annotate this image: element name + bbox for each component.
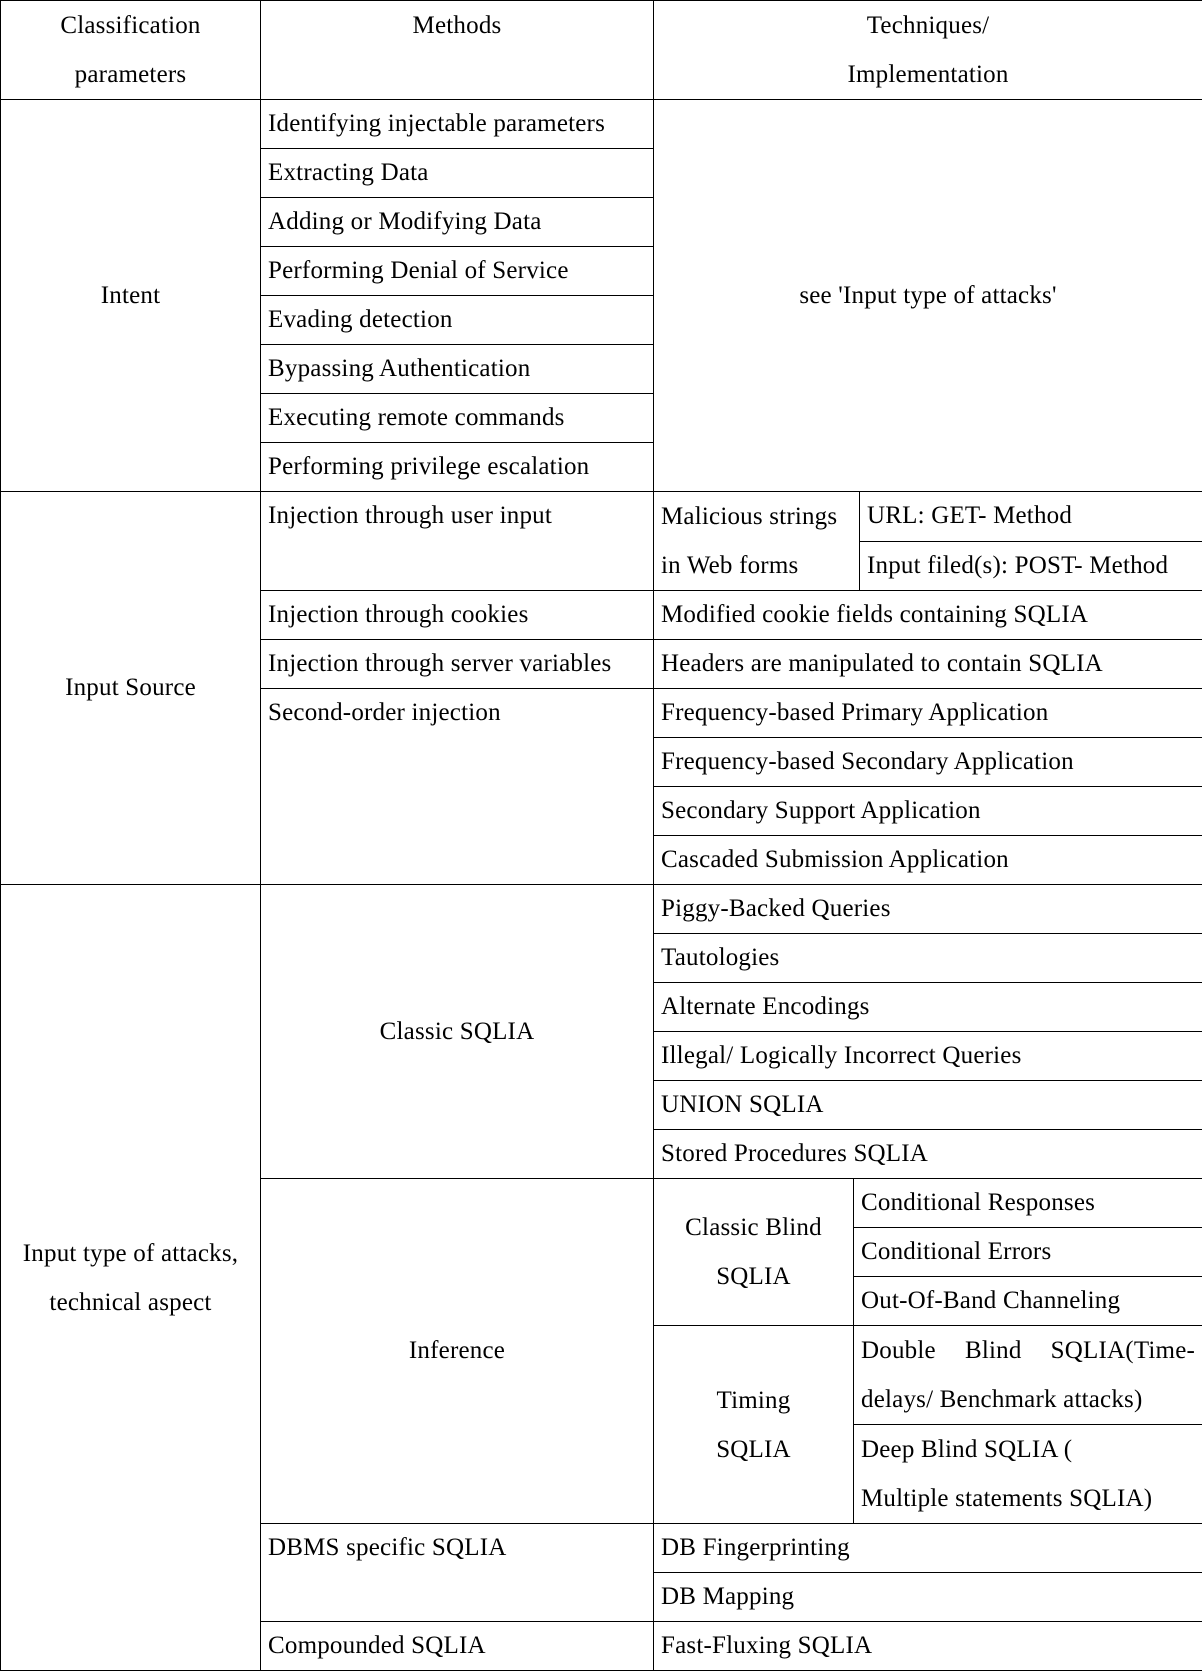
classic-technique: Piggy-Backed Queries bbox=[654, 885, 1202, 934]
timing-label bbox=[654, 1326, 854, 1524]
dbms-technique: DB Mapping bbox=[654, 1573, 1202, 1622]
user-input-sub: URL: GET- Method bbox=[860, 492, 1202, 542]
dbms-technique: DB Fingerprinting bbox=[654, 1524, 1202, 1573]
second-order-method: Second-order injection bbox=[261, 689, 654, 885]
classic-blind-label bbox=[654, 1179, 854, 1326]
second-order-technique: Frequency-based Primary Application bbox=[654, 689, 1202, 738]
header-col3-line1: Techniques/ bbox=[661, 1, 1195, 50]
header-techniques bbox=[654, 1, 1202, 100]
table-row bbox=[1, 885, 1202, 934]
user-input-technique-line2: in Web forms bbox=[661, 541, 852, 590]
header-col1-line2: parameters bbox=[8, 50, 253, 99]
second-order-technique: Cascaded Submission Application bbox=[654, 836, 1202, 885]
timing-item bbox=[854, 1425, 1202, 1524]
timing-line1: Timing bbox=[661, 1376, 846, 1425]
table-row bbox=[1, 492, 1202, 542]
header-row bbox=[1, 1, 1202, 100]
compounded-technique: Fast-Fluxing SQLIA bbox=[654, 1622, 1202, 1671]
table-row bbox=[1, 100, 1202, 149]
classic-technique: Tautologies bbox=[654, 934, 1202, 983]
intent-method: Performing Denial of Service bbox=[261, 247, 654, 296]
cookies-technique: Modified cookie fields containing SQLIA bbox=[654, 591, 1202, 640]
timing-item bbox=[854, 1326, 1202, 1425]
timing-item-line1: Double Blind SQLIA(Time- bbox=[861, 1326, 1195, 1375]
intent-method: Performing privilege escalation bbox=[261, 443, 654, 492]
input-source-label: Input Source bbox=[1, 492, 261, 885]
intent-method: Extracting Data bbox=[261, 149, 654, 198]
classic-blind-line2: SQLIA bbox=[661, 1252, 846, 1301]
intent-method: Executing remote commands bbox=[261, 394, 654, 443]
input-type-label-line2: technical aspect bbox=[8, 1278, 253, 1327]
classic-technique: Stored Procedures SQLIA bbox=[654, 1130, 1202, 1179]
header-methods: Methods bbox=[261, 1, 654, 100]
user-input-method: Injection through user input bbox=[261, 492, 654, 591]
classic-blind-item: Out-Of-Band Channeling bbox=[854, 1277, 1202, 1326]
dbms-method: DBMS specific SQLIA bbox=[261, 1524, 654, 1622]
timing-line2: SQLIA bbox=[661, 1425, 846, 1474]
server-vars-method: Injection through server variables bbox=[261, 640, 654, 689]
user-input-technique-line1: Malicious strings bbox=[661, 492, 852, 541]
classic-technique: Alternate Encodings bbox=[654, 983, 1202, 1032]
classic-blind-line1: Classic Blind bbox=[661, 1203, 846, 1252]
second-order-technique: Secondary Support Application bbox=[654, 787, 1202, 836]
user-input-technique bbox=[654, 492, 860, 591]
intent-label: Intent bbox=[1, 100, 261, 492]
intent-method: Bypassing Authentication bbox=[261, 345, 654, 394]
compounded-method: Compounded SQLIA bbox=[261, 1622, 654, 1671]
header-col1-line1: Classification bbox=[8, 1, 253, 50]
classic-blind-item: Conditional Errors bbox=[854, 1228, 1202, 1277]
classic-sqlia-method: Classic SQLIA bbox=[261, 885, 654, 1179]
timing-item-line1: Deep Blind SQLIA ( bbox=[861, 1425, 1195, 1474]
intent-method: Identifying injectable parameters bbox=[261, 100, 654, 149]
intent-method: Evading detection bbox=[261, 296, 654, 345]
user-input-sub: Input filed(s): POST- Method bbox=[860, 541, 1202, 591]
classic-technique: UNION SQLIA bbox=[654, 1081, 1202, 1130]
header-col3-line2: Implementation bbox=[661, 50, 1195, 99]
classic-technique: Illegal/ Logically Incorrect Queries bbox=[654, 1032, 1202, 1081]
server-vars-technique: Headers are manipulated to contain SQLIA bbox=[654, 640, 1202, 689]
input-type-label-line1: Input type of attacks, bbox=[8, 1229, 253, 1278]
header-classification-parameters bbox=[1, 1, 261, 100]
inference-method: Inference bbox=[261, 1179, 654, 1524]
second-order-technique: Frequency-based Secondary Application bbox=[654, 738, 1202, 787]
classic-blind-item: Conditional Responses bbox=[854, 1179, 1202, 1228]
intent-technique: see 'Input type of attacks' bbox=[654, 100, 1202, 492]
cookies-method: Injection through cookies bbox=[261, 591, 654, 640]
timing-item-line2: Multiple statements SQLIA) bbox=[861, 1474, 1195, 1523]
input-type-label bbox=[1, 885, 261, 1671]
timing-item-line2: delays/ Benchmark attacks) bbox=[861, 1375, 1195, 1424]
intent-method: Adding or Modifying Data bbox=[261, 198, 654, 247]
